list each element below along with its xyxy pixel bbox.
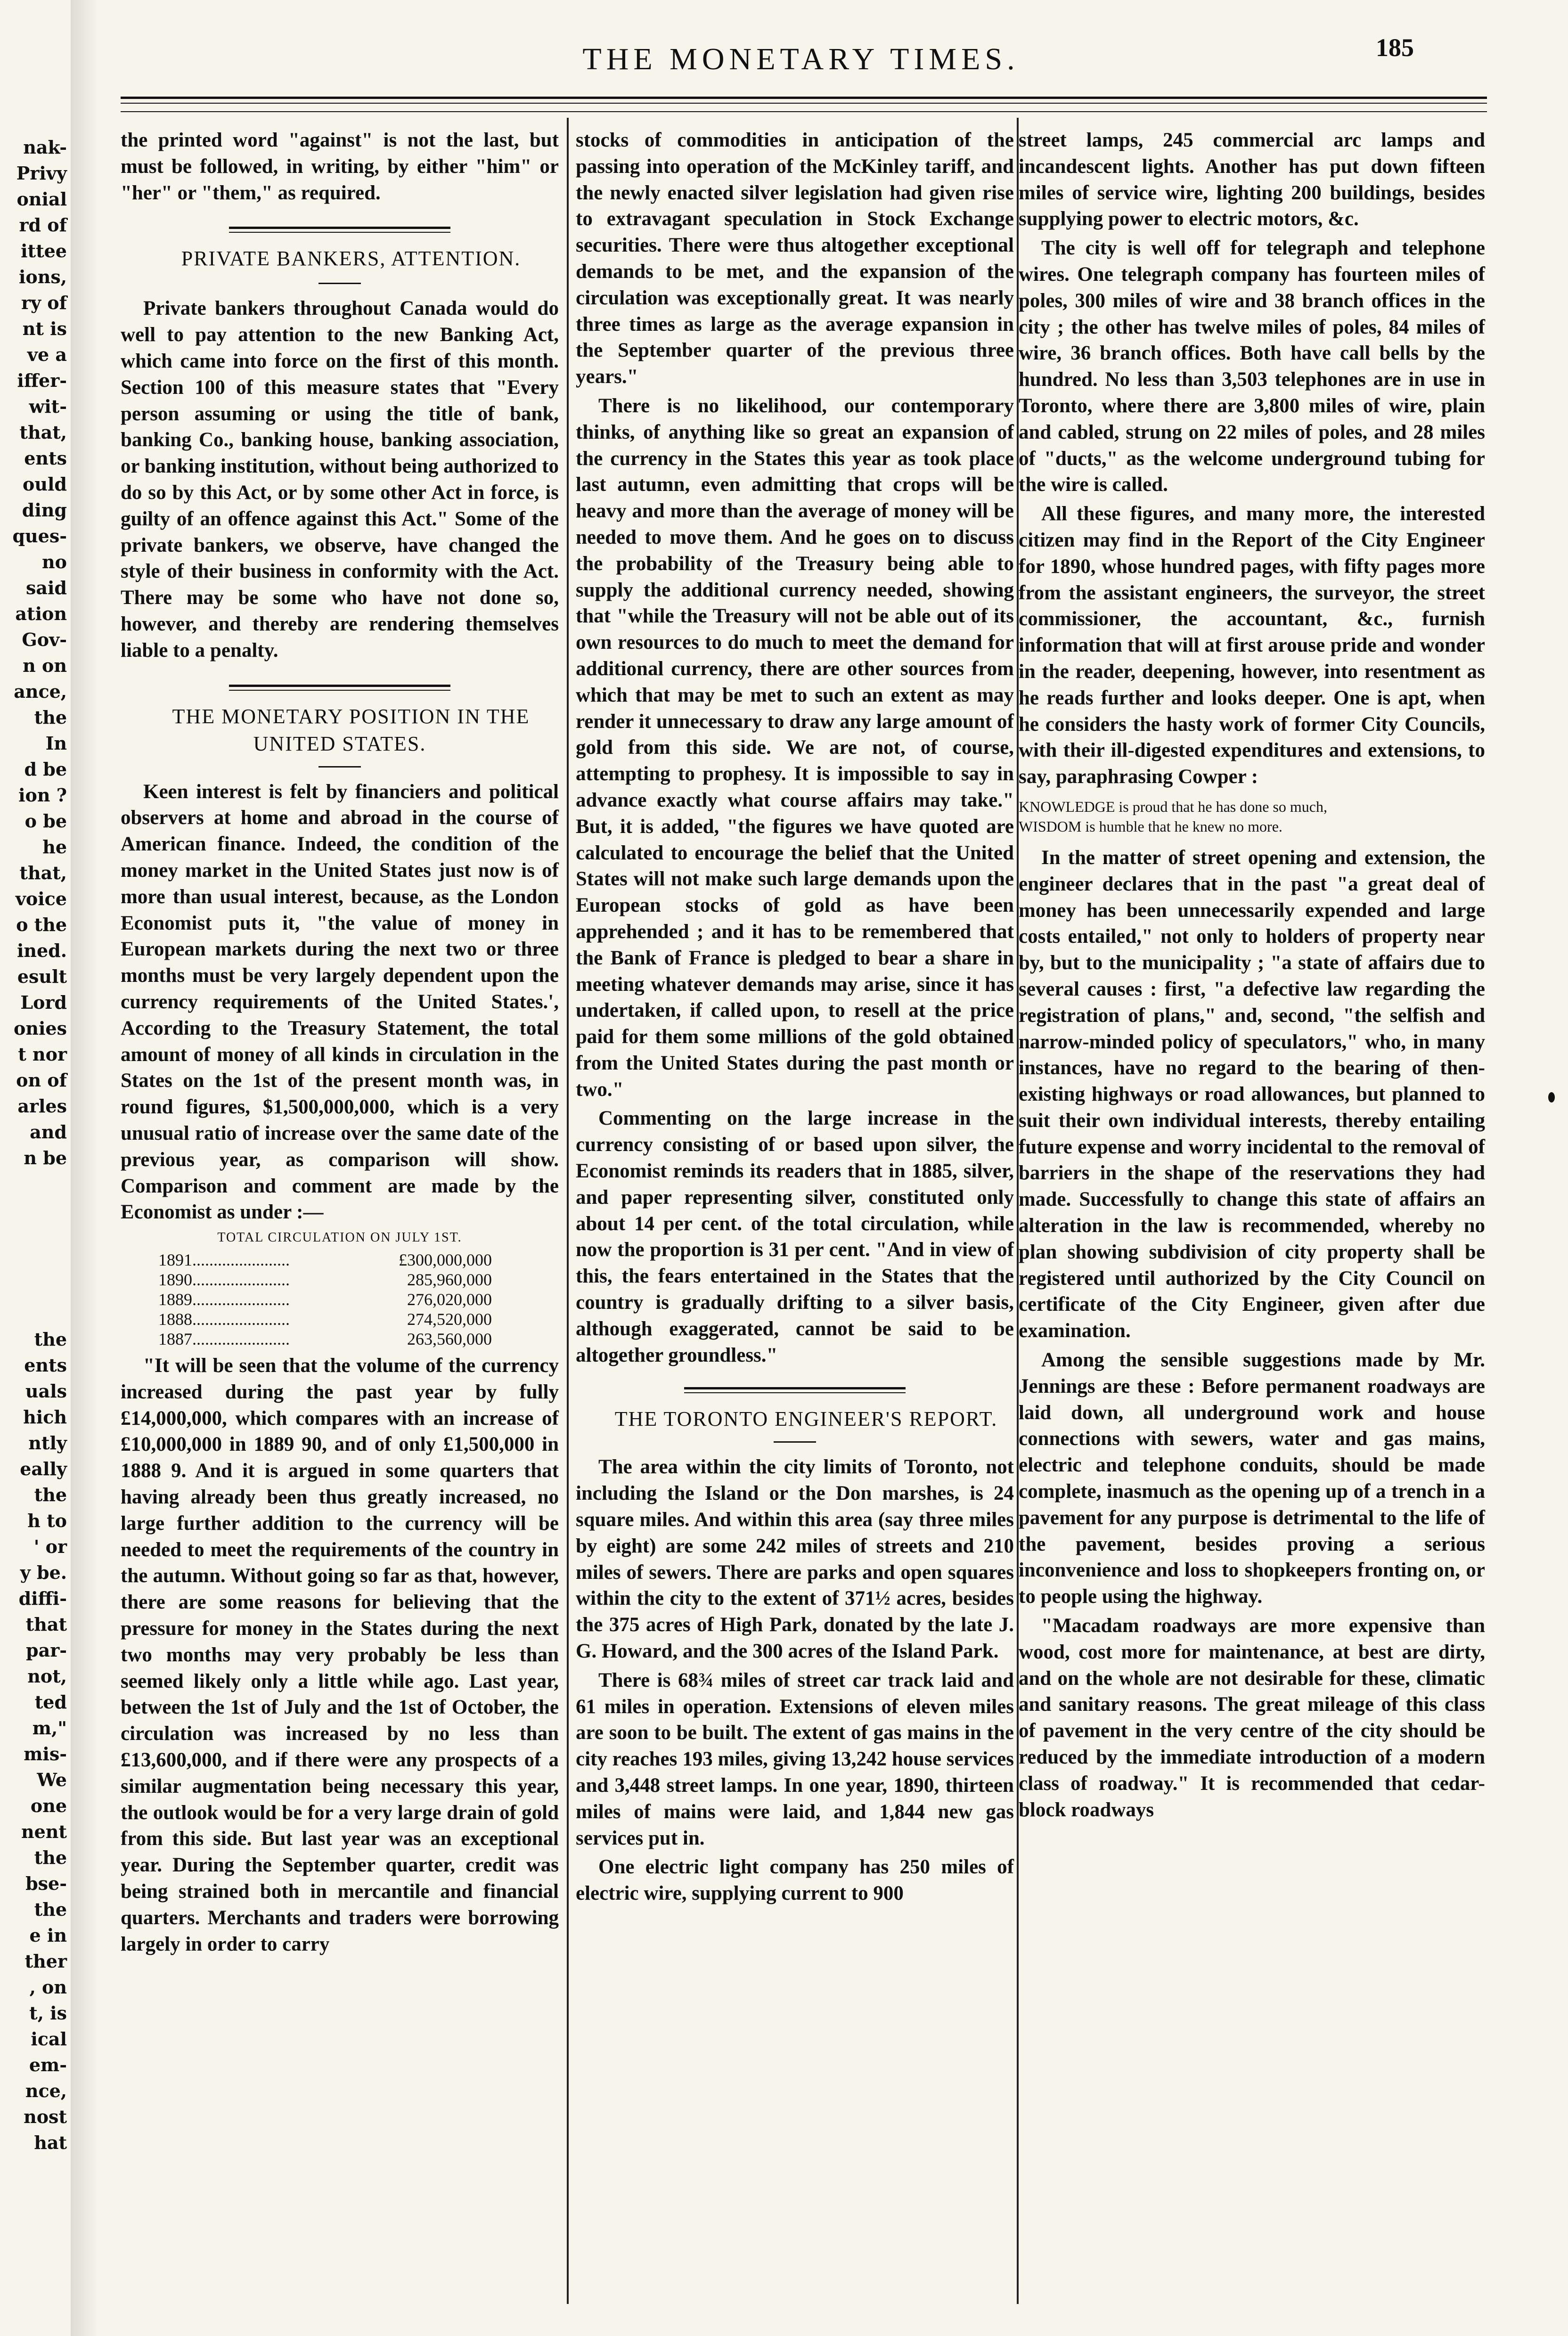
margin-fragment: ntly [28,1432,67,1454]
margin-fragment: ry of [21,292,67,313]
table-caption: TOTAL CIRCULATION ON JULY 1ST. [217,1230,462,1245]
margin-fragment: voice [15,888,67,909]
margin-fragment: e in [29,1925,67,1946]
column-1 [121,127,559,1957]
margin-fragment: n on [23,655,67,676]
table-amount: 285,960,000 [407,1270,492,1290]
margin-fragment: the [34,1847,67,1868]
quote-line: WISDOM is humble that he knew no more. [1019,817,1282,835]
table-amount: 276,020,000 [407,1290,492,1309]
cowper-quote [1019,797,1485,836]
paragraph: There is no likelihood, our contemporary thinks, of anything like so great an expansion of the currency in the States this year as took place last autumn, even admitting that crops will be heavy and more than the average of money will be needed to move them. And he goes on to discuss the probability of the Treasury being able to supply the additional currency needed, showing that "while the Treasury will not be able out of its own resources to do much to meet the demand for additional currency, there are other sources from which that may be met to such an extent as may render it unnecessary to draw any large amount of gold from this side. We are not, of course, attempting to prophesy. It is impossible to say in advance exactly what course affairs may take." But, it is added, "the figures we have quoted are calculated to encourage the belief that the United States will not make such large demands upon the European stocks of gold as have been apprehended ; and it has to be remembered that the Bank of France is pledged to bear a share in meeting whatever demands may arise, since it has undertaken, if called upon, to resell at the price paid for them some millions of the gold obtained from the United States during the past month or two." [576,394,1014,1101]
table-amount: £300,000,000 [399,1250,492,1270]
margin-fragment: ques- [12,525,67,547]
quote-line: KNOWLEDGE is proud that he has done so much, [1019,798,1327,815]
margin-fragment: In [45,733,67,754]
margin-fragment: ding [22,499,67,521]
margin-fragment: t nor [18,1044,67,1065]
margin-fragment: that [25,1614,67,1635]
margin-fragment: eally [20,1458,67,1479]
margin-fragment: not, [27,1666,67,1687]
paragraph: Private bankers throughout Canada would do well to pay attention to the new Banking Act, which came into force on the first of this month. Section 100 of this measure states that "Every person assuming or using the title of bank, banking Co., banking house, banking association, or banking institution, without being authorized to do so by this Act, or by some other Act in force, is guilty of an offence against this Act." Some of the private bankers, we observe, have changed the style of their business in conformity with the Act. There may be some who have not done so, however, and thereby are rendering themselves liable to a penalty. [121,297,559,662]
margin-fragment: Gov- [22,629,67,650]
column-2 [576,127,1014,1907]
margin-fragment: the [34,1329,67,1350]
margin-fragment: wit- [29,396,67,417]
margin-fragment: ance, [14,681,67,702]
table-year: 1891 [158,1250,192,1270]
paragraph: There is 68¾ miles of street car track laid and 61 miles in operation. Extensions of eleven miles are soon to be built. The extent of gas mains in the city reaches 193 miles, giving 13,242 house services and 3,448 street lamps. In one year, 1890, thirteen miles of mains were laid, and 1,844 new gas services put in. [576,1669,1014,1849]
paragraph: street lamps, 245 commercial arc lamps and incandescent lights. Another has put down fifteen miles of service wire, lighting 200 buildings, besides supplying power to electric motors, &c. [1019,129,1485,230]
margin-fragment: uals [25,1380,67,1402]
table-year: 1888 [158,1310,192,1329]
margin-fragment: the [34,707,67,728]
masthead-title: THE MONETARY TIMES. [582,42,1020,76]
paragraph: All these figures, and many more, the interested citizen may find in the Report of the City Engineer for 1890, whose hundred pages, with fifty pages more from the assistant engineers, the surveyor, the street commissioner, the accountant, &c., furnish information that will at first arouse pride and wonder in the reader, deepening, however, into resentment as he reads further and looks deeper. One is apt, when he considers the hasty work of former City Councils, with their ill-digested expenditures and extensions, to say, paraphrasing Cowper : [1019,503,1485,788]
header-rule-bottom [121,103,1487,104]
margin-fragment: ical [31,2028,67,2050]
margin-fragment: ions, [18,266,67,287]
margin-fragment: ted [34,1691,67,1713]
table-row: 1888....................... 274,520,000 [158,1310,492,1329]
margin-fragment: that, [19,862,67,883]
margin-fragment: mis- [24,1743,67,1764]
column-rule-1 [567,118,569,2304]
margin-fragment: t, is [29,2002,67,2024]
margin-fragment: said [25,577,67,598]
paragraph: Keen interest is felt by financiers and political observers at home and abroad in the course of American finance. Indeed, the condition of the money market in the United States just now is of more than usual interest, because, as the London Economist puts it, "the value of money in European markets during the next two or three months must be very largely dependent upon the currency requirements of the United States.', According to the Treasury Statement, the total amount of money of all kinds in circulation in the States on the 1st of the present month was, in round figures, $1,500,000,000, which is a very unusual ratio of increase over the same date of the previous year, as comparison will show. Comparison and comment are made by the Economist as under :— [121,780,559,1224]
margin-fragment: o be [24,810,67,832]
margin-fragment: hich [23,1406,67,1428]
paragraph: One electric light company has 250 miles of electric wire, supplying current to 900 [576,1856,1014,1905]
margin-fragment: nent [21,1821,67,1842]
margin-fragment: arles [17,1095,67,1117]
margin-fragment: bse- [25,1873,67,1894]
margin-fragment: h to [27,1510,67,1531]
margin-fragment: , on [29,1977,67,1998]
table-year: 1890 [158,1270,192,1290]
margin-fragment: Lord [20,992,67,1013]
table-row: 1890....................... 285,960,000 [158,1270,492,1290]
margin-fragment: em- [29,2054,67,2075]
margin-fragment: nak- [23,137,67,158]
margin-fragment: m," [32,1717,67,1739]
section-title-private-bankers: PRIVATE BANKERS, ATTENTION. [181,247,521,270]
paragraph: "Macadam roadways are more expensive than wood, cost more for maintenance, at best are dirty, and on the whole are not desirable for these, climatic and sanitary reasons. The great mileage of this class of pavement in the very centre of the city should be reduced by the immediate introduction of a modern class of roadway." It is recommended that cedar-block roadways [1019,1615,1485,1821]
margin-fragment: d be [24,759,67,780]
margin-fragment: ined. [16,940,67,961]
margin-fragment: esult [17,966,67,987]
margin-fragment: nce, [25,2080,67,2101]
margin-fragment: ation [15,603,67,624]
margin-fragment: ittee [21,240,67,261]
table-year: 1887 [158,1330,192,1349]
margin-fragment: ould [23,474,67,495]
paragraph: stocks of commodities in anticipation of the passing into operation of the McKinley tariff, and the newly enacted silver legislation had given rise to extravagant speculation in Stock Exchange securities. There were thus altogether exceptional demands to be met, and the expansion of the circulation was exceptionally great. It was nearly three times as large as the average expansion in the September quarter of the previous three years." [576,129,1014,388]
margin-fragment: onial [16,188,67,210]
paragraph: The area within the city limits of Toronto, not including the Island or the Don marshes, is 24 square miles. And within this area (say three miles by eight) are some 242 miles of streets and 210 miles of sewers. There are parks and open squares within the city to the extent of 371½ acres, besides the 375 acres of High Park, donated by the late J. G. Howard, and the 300 acres of the Island Park. [576,1456,1014,1663]
margin-fragment: o the [16,914,67,935]
margin-fragment: and [30,1121,67,1143]
table-row: 1887....................... 263,560,000 [158,1330,492,1349]
ink-mark [1548,1092,1555,1103]
gutter-shadow [71,0,99,2336]
margin-fragment: n be [24,1147,67,1168]
margin-fragment: y be. [20,1562,67,1583]
margin-fragment: onies [14,1018,67,1039]
margin-fragment: one [30,1795,67,1816]
table-amount: 274,520,000 [407,1310,492,1329]
section-divider [229,685,450,691]
column-3 [1019,127,1485,1823]
previous-page-margin [0,90,71,2313]
margin-fragment: he [42,836,67,858]
paragraph: the printed word "against" is not the last, but must be followed, in writing, by either "him" or "her" or "them," as required. [121,129,559,204]
margin-fragment: hat [34,2132,67,2153]
margin-fragment: par- [26,1640,67,1661]
margin-fragment: We [37,1769,67,1790]
paragraph: The city is well off for telegraph and telephone wires. One telegraph company has fourteen miles of poles, 300 miles of wire and 38 branch offices in the city ; the other has twelve miles of poles, 84 miles of wire, 36 branch offices. Both have call bells by the hundred. No less than 3,503 telephones are in use in Toronto, where there are 3,800 miles of wire, plain and cabled, strung on 22 miles of poles, and 28 miles of "ducts," as the welcome underground tubing for the wire is called. [1019,237,1485,496]
table-row: 1889....................... 276,020,000 [158,1290,492,1309]
margin-fragment: ents [24,1355,67,1376]
margin-fragment: nost [24,2106,67,2127]
page-number: 185 [1376,33,1414,62]
margin-fragment: on of [16,1070,67,1091]
paragraph: Commenting on the large increase in the currency consisting of or based upon silver, the Economist reminds its readers that in 1885, silver, and paper representing silver, constituted only about 14 per cent. of the total circulation, while now the proportion is 31 per cent. "And in view of this, the fears entertained in the States that the country is gradually drifting to a silver basis, although exaggerated, cannot be said to be altogether groundless." [576,1107,1014,1366]
section-title-toronto-engineer: THE TORONTO ENGINEER'S REPORT. [614,1407,998,1431]
margin-fragment: Privy [16,163,67,184]
margin-fragment: iffer- [17,370,67,391]
header-rule-top [121,97,1487,99]
margin-fragment: ve a [27,344,67,365]
section-title-monetary-position: THE MONETARY POSITION IN THE UNITED STATES. [172,704,530,755]
table-amount: 263,560,000 [407,1330,492,1349]
margin-fragment: the [34,1899,67,1920]
table-row: 1891....................... £300,000,000 [158,1250,492,1270]
margin-fragment: diffi- [18,1588,67,1609]
margin-fragment: ents [24,448,67,469]
margin-fragment: ther [24,1951,67,1972]
margin-fragment: the [34,1484,67,1505]
paragraph: Among the sensible suggestions made by Mr. Jennings are these : Before permanent roadways are laid down, all underground work and house connections with sewers, water and gas mains, electric and telephone conduits, should be made complete, inasmuch as the opening up of a trench in a pavement for any purpose is detrimental to the life of the pavement, besides proving a serious inconvenience and loss to shopkeepers fronting on, or to people using the highway. [1019,1349,1485,1608]
margin-fragment: that, [19,422,67,443]
margin-fragment: nt is [22,318,67,339]
margin-fragment: ' or [33,1536,67,1557]
header-rule-third [121,111,1487,112]
margin-fragment: ion ? [18,784,67,806]
paragraph: In the matter of street opening and extension, the engineer declares that in the past "a great deal of money has been unnecessarily expended and large costs entailed," not only to holders of property near by, but to the municipality ; "a state of affairs due to several causes : first, "a defective law regarding the registration of plans," and, second, "the selfish and narrow-minded policy of speculators," who, in many instances, have no regard to the bearing of then-existing highways or road allowances, but planned to suit their own individual interests, thereby entailing future expense and worry incidental to the removal of barriers in the shape of the reservations they had made. Successfully to change this state of affairs an alteration in the law is recommended, whereby no plan showing subdivision of city property shall be registered until authorized by the City Council on certificate of the City Engineer, given after due examination. [1019,846,1485,1342]
section-divider [684,1387,906,1393]
margin-fragment: rd of [19,214,67,236]
paragraph: "It will be seen that the volume of the currency increased during the past year by fully £14,000,000, which compares with an increase of £10,000,000 in 1889 90, and of only £1,500,000 in 1888 9. And it is argued in some quarters that having already been thus greatly increased, no large further addition to the currency will be needed to meet the requirements of the country in the autumn. Without going so far as that, however, there are some reasons for believing that the pressure for money in the States during the next two months may very probably be less than seemed likely only a little while ago. Last year, between the 1st of July and the 1st of October, the circulation was increased by no less than £13,600,000, and if there were any prospects of a similar augmentation being necessary this year, the outlook would be for a very large drain of gold from this side. But last year was an exceptional year. During the September quarter, credit was being strained both in mercantile and financial quarters. Merchants and traders were borrowing largely in order to carry [121,1355,559,1955]
circulation-table [158,1250,492,1349]
section-divider [229,227,450,233]
margin-fragment: no [42,551,67,572]
table-year: 1889 [158,1290,192,1309]
